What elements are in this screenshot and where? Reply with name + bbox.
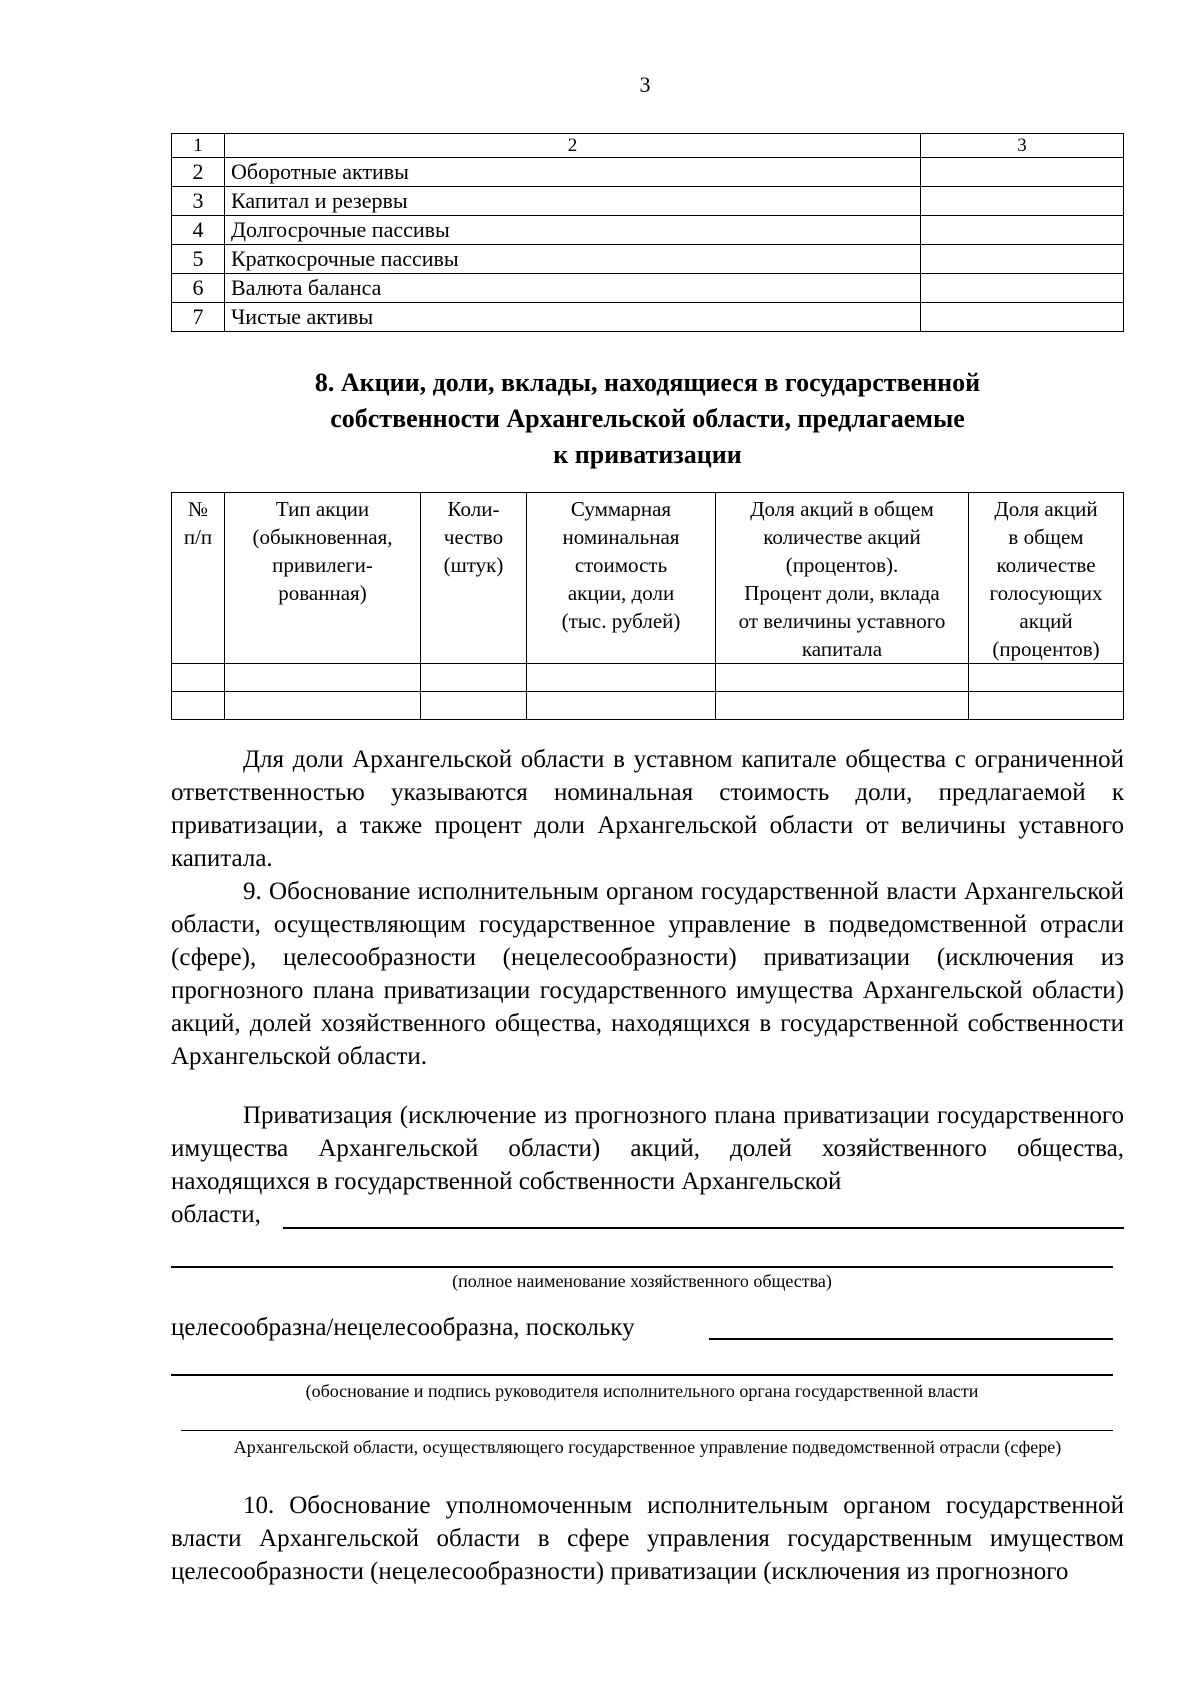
- caption-signature: (обоснование и подпись руководителя исполнительного органа государственной власти: [305, 1381, 979, 1401]
- privatization-block: [171, 1099, 1124, 1198]
- header-text: Доля акций: [994, 497, 1098, 521]
- header-text: Суммарная: [570, 497, 672, 521]
- row-number: 6: [172, 274, 225, 303]
- table-row: [172, 664, 1124, 692]
- fill-line-name-2[interactable]: [171, 1246, 1113, 1268]
- header-text: (процентов): [992, 637, 1100, 661]
- page-number: 3: [639, 72, 651, 97]
- fill-line-reason-1[interactable]: [709, 1318, 1113, 1340]
- heading-line: 8. Акции, доли, вклады, находящиеся в государственной: [314, 368, 981, 397]
- header-text: чество: [443, 525, 504, 549]
- table-header-row: [172, 134, 1124, 158]
- header-text: в общем: [1008, 525, 1084, 549]
- table-cell: [225, 692, 421, 720]
- header-text: (обыкновенная,: [252, 525, 393, 549]
- oblasti-text: области,: [171, 1201, 261, 1228]
- table-row: [172, 692, 1124, 720]
- table-cell: [527, 692, 716, 720]
- header-text: голосующих: [989, 581, 1103, 605]
- table-cell: [225, 664, 421, 692]
- header-text: Тип акции: [275, 497, 370, 521]
- row-number: 3: [172, 187, 225, 216]
- header-text: №: [187, 497, 209, 521]
- table-cell: [716, 664, 969, 692]
- table-cell: [172, 664, 225, 692]
- header-text: (процентов).: [785, 553, 899, 577]
- row-value: [921, 158, 1124, 187]
- header-cell-share: [716, 493, 969, 664]
- row-value: [921, 216, 1124, 245]
- paragraph-10: 10. Обоснование уполномоченным исполнительным органом государственной власти Архангельской области в сфере управления государственным имуществом целесообразности (нецелесообразности) приватизации (исключения из прогнозного: [171, 1492, 1124, 1585]
- row-value: [921, 274, 1124, 303]
- header-cell-quantity: [421, 493, 527, 664]
- row-number: 2: [172, 158, 225, 187]
- header-text: (тыс. рублей): [561, 609, 681, 633]
- header-text: Процент доли, вклада: [744, 581, 940, 605]
- header-cell: 2: [225, 134, 921, 158]
- table-header-row: [172, 493, 1124, 664]
- header-cell-nominal: [527, 493, 716, 664]
- table-cell: [527, 664, 716, 692]
- header-text: акции, доли: [567, 581, 675, 605]
- header-text: стоимость: [574, 553, 668, 577]
- expedient-text: целесообразна/нецелесообразна, поскольку: [171, 1314, 635, 1341]
- paragraph-9: 9. Обоснование исполнительным органом государственной власти Архангельской области, осуществляющим государственное управление в подведомственной отрасли (сфере), целесообразности (нецелесообразности) приватизации (исключения из прогнозного плана приватизации государственного имущества Архангельской области) акций, долей хозяйственного общества, находящихся в государственной собственности Архангельской области.: [171, 878, 1124, 1070]
- fill-line-signature[interactable]: [181, 1412, 1113, 1431]
- row-name: Чистые активы: [225, 303, 921, 332]
- header-text: номинальная: [562, 525, 680, 549]
- table-row: [172, 187, 1124, 216]
- shares-table: [171, 492, 1124, 720]
- caption-signature-2: Архангельской области, осуществляющего государственное управление подведомственной отрасли (сфере): [233, 1437, 1062, 1457]
- header-text: количестве: [996, 553, 1096, 577]
- header-cell: 3: [921, 134, 1124, 158]
- table-cell: [421, 692, 527, 720]
- row-number: 5: [172, 245, 225, 274]
- table-cell: [969, 664, 1124, 692]
- table-cell: [421, 664, 527, 692]
- header-cell-type: [225, 493, 421, 664]
- paragraph-share: Для доли Архангельской области в уставном капитале общества с ограниченной ответственностью указываются номинальная стоимость доли, предлагаемой к приватизации, а также процент доли Архангельской области от величины уставного капитала.: [171, 746, 1124, 872]
- caption-company-name: (полное наименование хозяйственного общества): [452, 1271, 832, 1291]
- row-value: [921, 245, 1124, 274]
- fill-line-reason-2[interactable]: [171, 1354, 1113, 1376]
- header-text: количестве акций: [763, 525, 921, 549]
- section-8-heading: [171, 365, 1124, 473]
- row-name: Капитал и резервы: [225, 187, 921, 216]
- header-text: Доля акций в общем: [750, 497, 934, 521]
- heading-line: собственности Архангельской области, предлагаемые: [330, 404, 965, 433]
- row-name: Валюта баланса: [225, 274, 921, 303]
- table-row: [172, 158, 1124, 187]
- table-cell: [172, 692, 225, 720]
- header-text: (штук): [443, 553, 504, 577]
- paragraph-10-block: [171, 1489, 1124, 1588]
- header-text: п/п: [183, 525, 213, 549]
- row-number: 7: [172, 303, 225, 332]
- row-value: [921, 303, 1124, 332]
- balance-table: [171, 133, 1124, 332]
- row-name: Краткосрочные пассивы: [225, 245, 921, 274]
- table-row: [172, 274, 1124, 303]
- header-text: привилеги-: [272, 553, 373, 577]
- table-row: [172, 245, 1124, 274]
- table-row: [172, 216, 1124, 245]
- header-text: от величины уставного: [738, 609, 946, 633]
- header-text: рованная): [278, 581, 367, 605]
- header-cell-voting: [969, 493, 1124, 664]
- table-row: [172, 303, 1124, 332]
- header-cell-number: [172, 493, 225, 664]
- header-cell: 1: [172, 134, 225, 158]
- table-cell: [716, 692, 969, 720]
- row-value: [921, 187, 1124, 216]
- row-number: 4: [172, 216, 225, 245]
- header-text: Коли-: [447, 497, 500, 521]
- row-name: Оборотные активы: [225, 158, 921, 187]
- row-name: Долгосрочные пассивы: [225, 216, 921, 245]
- table-cell: [969, 692, 1124, 720]
- body-text-block: [171, 743, 1124, 1073]
- heading-line: к приватизации: [553, 440, 742, 469]
- paragraph-privatization: Приватизация (исключение из прогнозного плана приватизации государственного имущества Архангельской области) акций, долей хозяйственного общества, находящихся в государственной собственности Архангельской: [171, 1102, 1124, 1195]
- fill-line-name-1[interactable]: [283, 1207, 1124, 1229]
- header-text: капитала: [801, 637, 883, 661]
- header-text: акций: [1019, 609, 1073, 633]
